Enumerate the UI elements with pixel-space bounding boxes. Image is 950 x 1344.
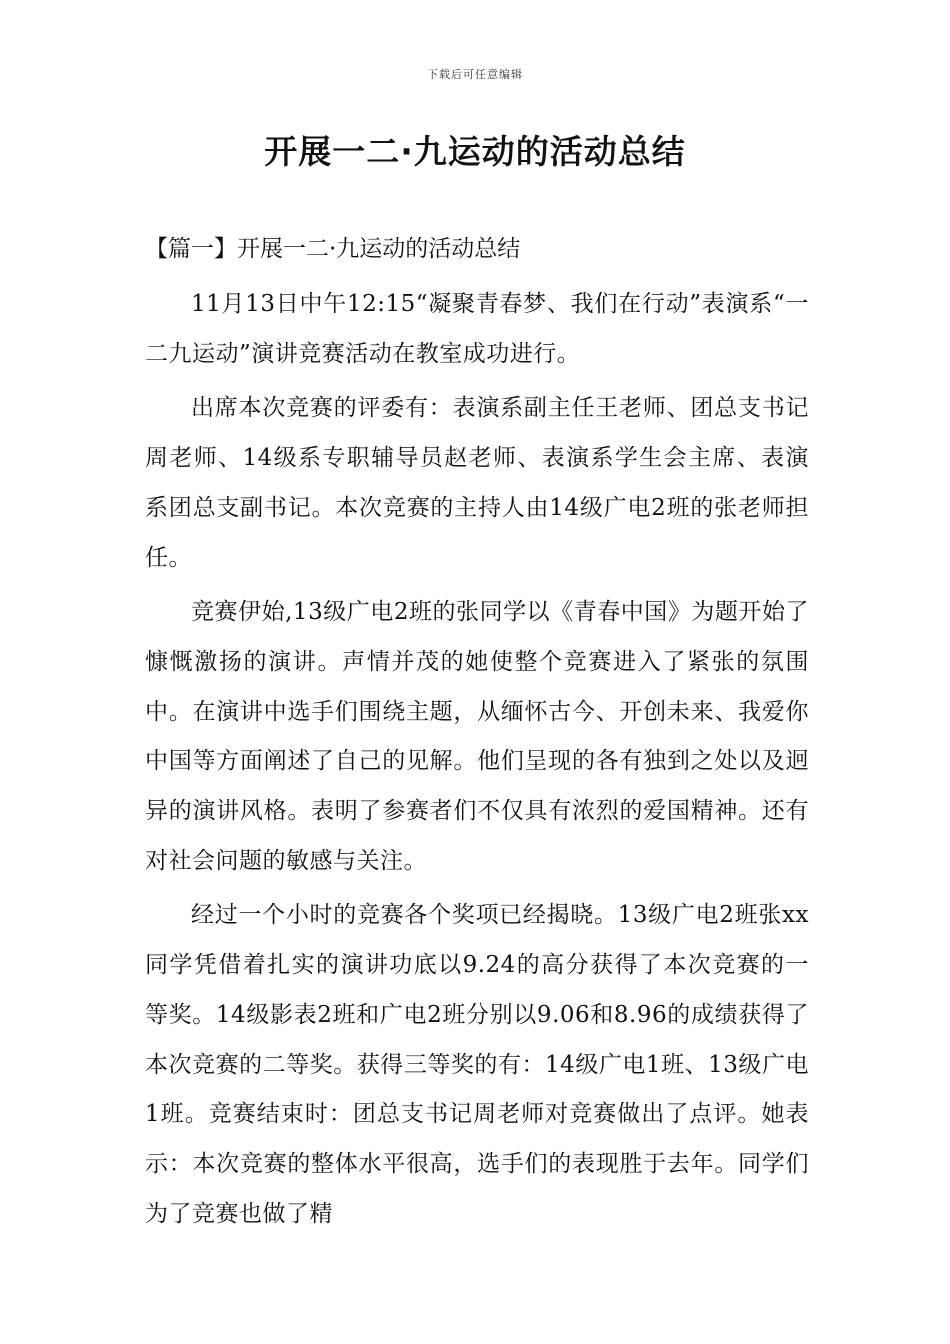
paragraph: 竞赛伊始,13级广电2班的张同学以《青春中国》为题开始了慷慨激扬的演讲。声情并茂的她使整个竞赛进入了紧张的氛围中。在演讲中选手们围绕主题，从缅怀古今、开创未来、我爱你中国等方面阐述了自己的见解。他们呈现的各有独到之处以及迥异的演讲风格。表明了参赛者们不仅具有浓烈的爱国精神。还有对社会问题的敏感与关注。 <box>145 599 809 874</box>
section-heading: 【篇一】开展一二·九运动的活动总结 <box>145 236 521 262</box>
paragraph: 经过一个小时的竞赛各个奖项已经揭晓。13级广电2班张xx同学凭借着扎实的演讲功底以9.24的高分获得了本次竞赛的一等奖。14级影表2班和广电2班分别以9.06和8.96的成绩获得了本次竞赛的二等奖。获得三等奖的有：14级广电1班、13级广电1班。竞赛结束时：团总支书记周老师对竞赛做出了点评。她表示：本次竞赛的整体水平很高，选手们的表现胜于去年。同学们为了竞赛也做了精 <box>145 902 809 1227</box>
body-text <box>145 280 809 1244</box>
paragraph: 出席本次竞赛的评委有：表演系副主任王老师、团总支书记周老师、14级系专职辅导员赵老师、表演系学生会主席、表演系团总支副书记。本次竞赛的主持人由14级广电2班的张老师担任。 <box>145 395 809 571</box>
document-title: 开展一二·九运动的活动总结 <box>264 132 686 171</box>
paragraph: 11月13日中午12:15“凝聚青春梦、我们在行动”表演系“一二九运动”演讲竞赛活动在教室成功进行。 <box>145 291 809 367</box>
header-note: 下载后可任意编辑 <box>427 68 523 81</box>
